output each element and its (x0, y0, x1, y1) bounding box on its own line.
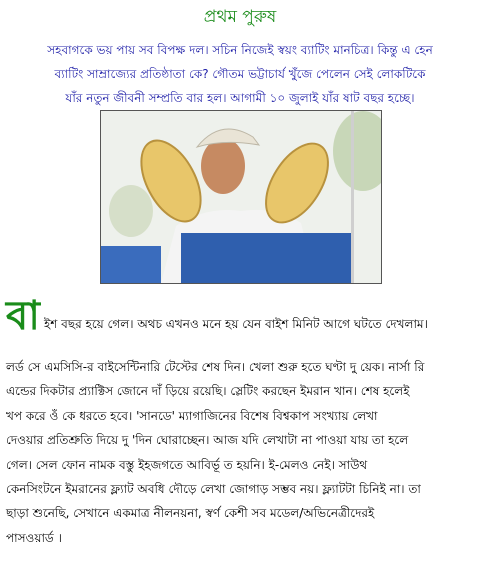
article-body (6, 355, 474, 550)
article-photo (100, 110, 382, 284)
body-line: লর্ড সে এমসিসি-র বাইসেন্টিনারি টেস্টের শেষ দিন। খেলা শুরু হতে ঘণ্টা দু য়েক। নার্সা রি (6, 360, 425, 374)
article-title: প্রথম পুরুষ (203, 7, 277, 27)
body-line: পাসওয়ার্ড । (6, 530, 62, 545)
body-line: ছাড়া শুনেছি, সেখানে একমাত্র নীলনয়না, স্বর্ণ কেশী সব মডেল/অভিনেত্রীদেরই (6, 506, 375, 521)
intro-line: যাঁর নতুন জীবনী সম্প্রতি বার হল। আগামী ১০ জুলাই যাঁর ষাট বছর হচ্ছে। (65, 91, 415, 105)
drop-cap: বা (6, 293, 40, 339)
body-line: এন্ডের দিকটার প্র্যাক্টিস জোনে দাঁ ড়িয়ে রয়েছি। স্লেটিং করছেন ইমরান খান। শেষ হলেই (6, 384, 410, 399)
body-line: দেওয়ার প্রতিশ্রুতি দিয়ে দু 'দিন ঘোরাচ্ছেন। আজ যদি লেখাটা না পাওয়া যায় তা হলে (6, 433, 409, 448)
article-intro (8, 38, 472, 110)
body-line: গেল। সেল ফোন নামক বস্তু ইহজগতে আবির্ভূ ত হয়নি। ই-মেলও নেই। সাউথ (6, 457, 368, 472)
photo-man-in-cap-feet-up-icon (101, 111, 381, 283)
lead-text: ইশ বছর হয়ে গেল। অথচ এখনও মনে হয় যেন বাইশ মিনিট আগে ঘটতে দেখলাম। (44, 317, 428, 331)
intro-line: সহবাগকে ভয় পায় সব বিপক্ষ দল। সচিন নিজেই স্বয়ং ব্যাটিং মানচিত্র। কিন্তু এ হেন (47, 43, 433, 57)
body-line: কেনসিংটনে ইমরানের ফ্ল্যাট অবধি দৌড়ে লেখা জোগাড় সম্ভব নয়। ফ্ল্যাটটা চিনিই না। তা (6, 482, 421, 497)
intro-line: ব্যাটিং সাম্রাজ্যের প্রতিষ্ঠাতা কে? গৌতম ভট্টাচার্য খুঁজে পেলেন সেই লোকটিকে (54, 67, 426, 81)
body-line: খপ করে ওঁ কে ধরতে হবে। 'সানডে' ম্যাগাজিনের বিশেষ বিশ্বকাপ সংখ্যায় লেখা (6, 408, 378, 423)
